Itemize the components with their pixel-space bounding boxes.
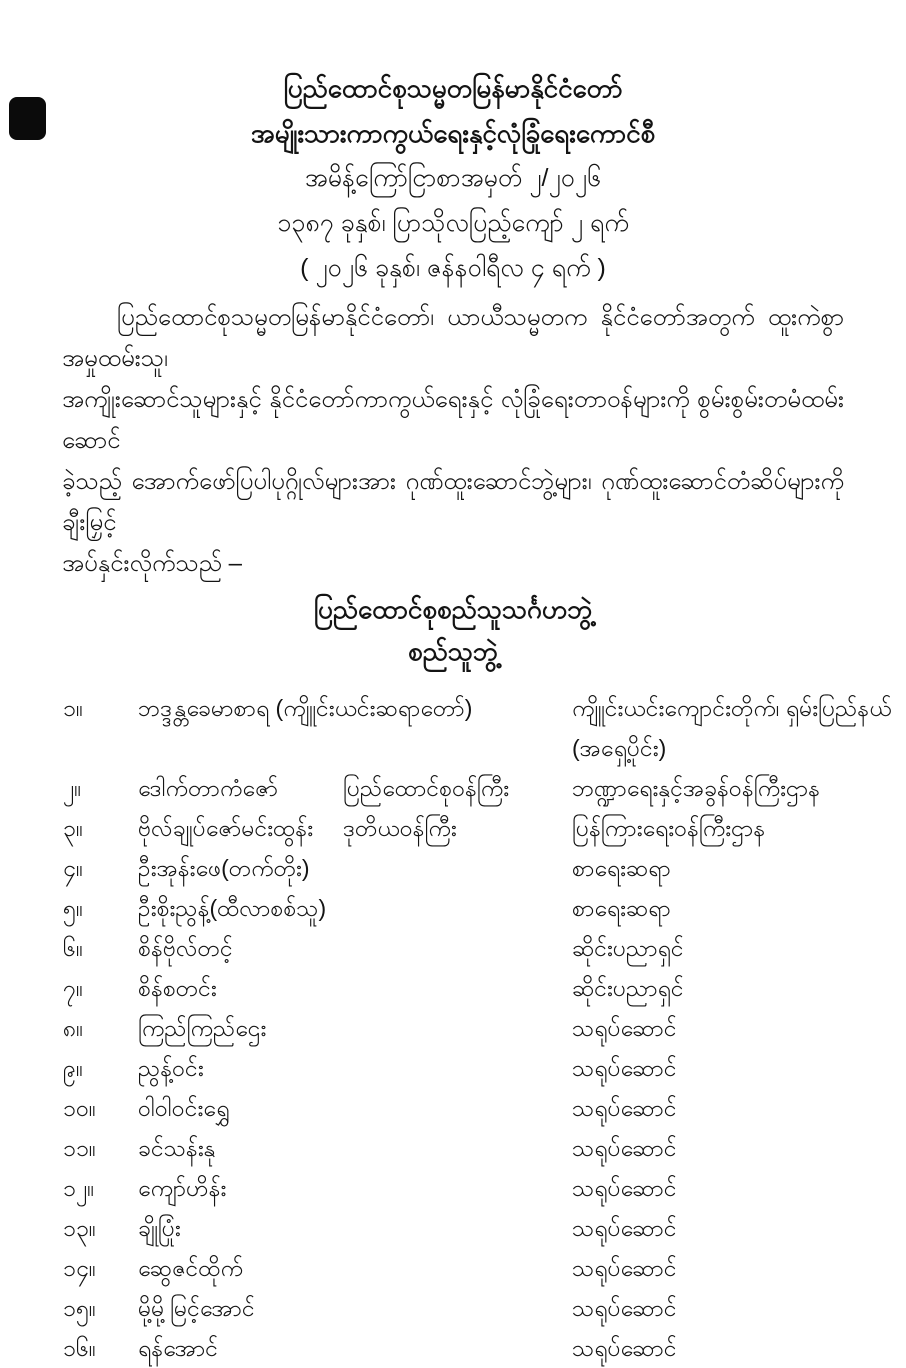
paragraph-line: ပြည်ထောင်စုသမ္မတမြန်မာနိုင်ငံတော်၊ ယာယီသမ္မတက နိုင်ငံတော်အတွက် ထူးကဲစွာ အမှုထမ်းသူ၊: [62, 304, 844, 372]
list-item: [63, 688, 906, 768]
item-number: ၁၆။: [63, 1335, 96, 1361]
list-item: [63, 928, 906, 968]
document-header: [0, 66, 906, 291]
item-name: ဦးအုန်းဖေ(တက်တိုး): [138, 855, 310, 881]
item-name-cell: [138, 1208, 572, 1248]
item-name: ခင်သန်းနု: [138, 1135, 216, 1161]
item-name-cell: [138, 848, 572, 888]
list-item: [63, 1288, 906, 1328]
item-number: ၁၃။: [63, 1215, 96, 1241]
item-name: မို့မို့မြင့်အောင်: [138, 1295, 255, 1321]
item-number: ၁၅။: [63, 1295, 96, 1321]
item-number: ၁။: [63, 695, 83, 721]
item-number: ၄။: [63, 855, 83, 881]
council-title: အမျိုးသားကာကွယ်ရေးနှင့်လုံခြုံရေးကောင်စီ: [250, 118, 656, 148]
section-titles: [0, 588, 906, 672]
item-number: ၆။: [63, 935, 83, 961]
document-page: [0, 66, 906, 1361]
item-description-cell: [572, 1008, 906, 1048]
item-name: ဆွေဇင်ထိုက်: [138, 1255, 244, 1281]
item-description-line2: (အရှေ့ပိုင်း): [572, 735, 667, 761]
item-name-cell: [138, 928, 572, 968]
list-item: [63, 768, 906, 808]
item-name-cell: [138, 1328, 572, 1368]
item-name-cell: [138, 1008, 572, 1048]
item-description: သရုပ်ဆောင်: [572, 1015, 677, 1041]
item-description: စာရေးဆရာ: [572, 855, 671, 881]
item-description: ဘဏ္ဍာရေးနှင့်အခွန်ဝန်ကြီးဌာန: [572, 775, 821, 801]
scan-artifact-mark: [9, 97, 46, 140]
item-number: ၈။: [63, 1015, 84, 1041]
item-name: ရန်အောင်: [138, 1335, 219, 1361]
item-description: သရုပ်ဆောင်: [572, 1095, 677, 1121]
item-description-cell: [572, 768, 906, 808]
list-item: [63, 1088, 906, 1128]
item-name-cell: [138, 1128, 572, 1168]
item-description: သရုပ်ဆောင်: [572, 1175, 677, 1201]
state-title: ပြည်ထောင်စုသမ္မတမြန်မာနိုင်ငံတော်: [283, 73, 623, 103]
item-number: ၂။: [63, 775, 82, 801]
item-name-cell: [138, 1248, 572, 1288]
gregorian-date-line: ( ၂၀၂၆ ခုနှစ်၊ ဇန်နဝါရီလ ၄ ရက် ): [300, 254, 606, 282]
item-name-cell: [138, 968, 572, 1008]
item-description-cell: [572, 1288, 906, 1328]
body-paragraph: [62, 297, 844, 584]
item-name: ကျော်ဟိန်း: [138, 1175, 227, 1201]
item-description: သရုပ်ဆောင်: [572, 1055, 677, 1081]
item-name: ကြည်ကြည်ဌေး: [138, 1015, 267, 1041]
item-name: ညွန့်ဝင်း: [138, 1055, 204, 1081]
item-number: ၁၀။: [63, 1095, 96, 1121]
item-number: ၁၂။: [63, 1175, 95, 1201]
item-description-cell: [572, 688, 906, 768]
item-description-cell: [572, 1048, 906, 1088]
item-name-cell: [138, 1088, 572, 1128]
item-name: စိန်စတင်း: [138, 975, 217, 1001]
list-item: [63, 1168, 906, 1208]
order-number-line: အမိန့်ကြော်ငြာစာအမှတ် ၂/၂၀၂၆: [304, 164, 602, 192]
list-item: [63, 1048, 906, 1088]
item-number: ၃။: [63, 815, 83, 841]
item-description: သရုပ်ဆောင်: [572, 1295, 677, 1321]
list-item: [63, 1128, 906, 1168]
item-name: ချိုပြုံး: [138, 1215, 181, 1241]
item-name-cell: [138, 1048, 572, 1088]
item-name-cell: [138, 808, 572, 848]
item-description-cell: [572, 1128, 906, 1168]
paragraph-line: အကျိုးဆောင်သူများနှင့် နိုင်ငံတော်ကာကွယ်ရေးနှင့် လုံခြုံရေးတာဝန်များကို စွမ်းစွမ်းတမံထမ်းဆောင်: [62, 386, 844, 454]
item-name-cell: [138, 688, 572, 728]
item-description: သရုပ်ဆောင်: [572, 1215, 677, 1241]
item-description-cell: [572, 928, 906, 968]
item-position: ပြည်ထောင်စုဝန်ကြီး: [343, 775, 510, 801]
item-description: စာရေးဆရာ: [572, 895, 671, 921]
item-number: ၁၁။: [63, 1135, 96, 1161]
list-item: [63, 1328, 906, 1368]
item-number: ၉။: [63, 1055, 83, 1081]
list-item: [63, 808, 906, 848]
item-name: ဒေါက်တာကံဇော်: [138, 775, 279, 801]
item-number: ၅။: [63, 895, 83, 921]
item-description-cell: [572, 888, 906, 928]
item-description: သရုပ်ဆောင်: [572, 1255, 677, 1281]
list-item: [63, 1248, 906, 1288]
item-name: ဗိုလ်ချုပ်ဇော်မင်းထွန်း: [138, 815, 314, 841]
item-description-cell: [572, 1328, 906, 1368]
item-name-cell: [138, 768, 572, 808]
item-description-cell: [572, 968, 906, 1008]
list-item: [63, 1208, 906, 1248]
item-description: ဆိုင်းပညာရှင်: [572, 935, 684, 961]
item-name: စိန်ဗိုလ်တင့်: [138, 935, 233, 961]
item-description-cell: [572, 808, 906, 848]
item-description: သရုပ်ဆောင်: [572, 1135, 677, 1161]
section-title-main: ပြည်ထောင်စုစည်သူသင်္ဂဟဘွဲ့: [313, 594, 593, 624]
item-description-cell: [572, 1088, 906, 1128]
item-description-cell: [572, 1248, 906, 1288]
recipient-list: [0, 688, 906, 1368]
list-item: [63, 1008, 906, 1048]
list-item: [63, 848, 906, 888]
item-description-cell: [572, 848, 906, 888]
paragraph-line: အပ်နှင်းလိုက်သည် –: [62, 550, 242, 577]
item-number: ၇။: [63, 975, 83, 1001]
item-name-cell: [138, 1168, 572, 1208]
list-item: [63, 888, 906, 928]
item-description: ပြန်ကြားရေးဝန်ကြီးဌာန: [572, 815, 766, 841]
item-description-cell: [572, 1208, 906, 1248]
item-name-cell: [138, 888, 572, 928]
item-description: ဆိုင်းပညာရှင်: [572, 975, 684, 1001]
myanmar-date-line: ၁၃၈၇ ခုနှစ်၊ ပြာသိုလပြည့်ကျော် ၂ ရက်: [277, 209, 629, 237]
paragraph-line: ခဲ့သည့် အောက်ဖော်ပြပါပုဂ္ဂိုလ်များအား ဂုဏ်ထူးဆောင်ဘွဲ့များ၊ ဂုဏ်ထူးဆောင်တံဆိပ်များကို ချီးမြှင့်: [62, 468, 844, 536]
section-title-sub: စည်သူဘွဲ့: [408, 636, 498, 666]
item-description: သရုပ်ဆောင်: [572, 1335, 677, 1361]
list-item: [63, 968, 906, 1008]
item-name: ဦးစိုးညွန့်(ထီလာစစ်သူ): [138, 895, 327, 921]
item-number: ၁၄။: [63, 1255, 96, 1281]
item-description: ကျိူင်းယင်းကျောင်းတိုက်၊ ရှမ်းပြည်နယ်: [572, 695, 892, 721]
item-name-cell: [138, 1288, 572, 1328]
item-name: ဝါဝါဝင်းရွှေ: [138, 1095, 230, 1121]
item-name: ဘဒ္ဒန္တခေမာစာရ (ကျိူင်းယင်းဆရာတော်): [138, 695, 473, 721]
item-position: ဒုတိယဝန်ကြီး: [343, 815, 457, 841]
item-description-cell: [572, 1168, 906, 1208]
